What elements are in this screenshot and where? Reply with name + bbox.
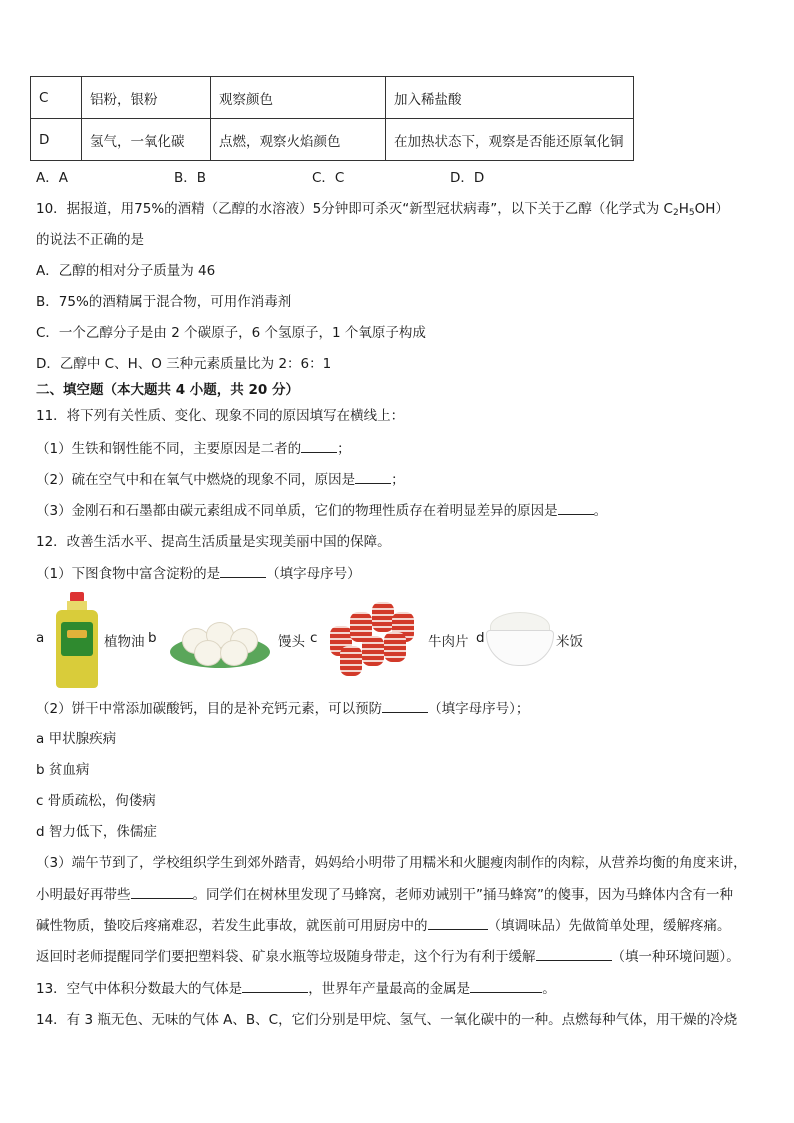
food-name-d: 米饭 (556, 634, 583, 650)
table-cell-method: 观察颜色 (211, 77, 386, 119)
q12-part1: （1）下图食物中富含淀粉的是 （填字母序号） (36, 563, 361, 584)
q12-p2-option-c: c 骨质疏松，佝偻病 (36, 793, 156, 809)
q12-p2-option-b: b 贫血病 (36, 762, 90, 778)
q12-p2-option-a: a 甲状腺疾病 (36, 731, 117, 747)
table-cell-material: 铝粉，银粉 (82, 77, 211, 119)
food-letter-a: a (36, 630, 45, 646)
q14-line1: 14．有 3 瓶无色、无味的气体 A、B、C，它们分别是甲烷、氢气、一氧化碳中的一种。点燃每种气体，用干燥的冷烧 (36, 1012, 738, 1028)
food-name-a: 植物油 (104, 634, 145, 650)
answer-blank[interactable] (131, 884, 193, 899)
q12-part3-line1: （3）端午节到了，学校组织学生到郊外踏青，妈妈给小明带了用糯米和火腿瘦肉制作的肉粽，从营养均衡的角度来讲， (36, 855, 747, 871)
q10-option-d: D．乙醇中 C、H、O 三种元素质量比为 2：6：1 (36, 356, 332, 372)
q10-option-b: B．75%的酒精属于混合物，可用作消毒剂 (36, 294, 292, 310)
rice-bowl-image (486, 612, 552, 666)
food-name-b: 馒头 (278, 634, 305, 650)
q11-item-1: （1）生铁和钢性能不同，主要原因是二者的 ； (36, 438, 351, 459)
answer-blank[interactable] (242, 978, 308, 993)
answer-blank[interactable] (220, 563, 266, 578)
food-name-c: 牛肉片 (428, 634, 469, 650)
choice-c: C．C (312, 170, 345, 186)
q12-stem: 12．改善生活水平、提高生活质量是实现美丽中国的保障。 (36, 534, 391, 550)
q12-part2: （2）饼干中常添加碳酸钙，目的是补充钙元素，可以预防 （填字母序号）； (36, 698, 529, 719)
q11-item-2: （2）硫在空气中和在氧气中燃烧的现象不同，原因是 ； (36, 469, 405, 490)
section-title: 二、填空题（本大题共 4 小题，共 20 分） (36, 382, 299, 398)
steamed-bun-image (170, 618, 270, 666)
q12-part3-line4: 返回时老师提醒同学们要把塑料袋、矿泉水瓶等垃圾随身带走，这个行为有利于缓解 （填一种环境问题）。 (36, 946, 740, 967)
q10-option-a: A．乙醇的相对分子质量为 46 (36, 263, 216, 279)
table-cell-method: 点燃，观察火焰颜色 (211, 119, 386, 161)
beef-slices-image (326, 598, 418, 680)
food-letter-c: c (310, 630, 318, 646)
answer-blank[interactable] (355, 469, 391, 484)
answer-blank[interactable] (301, 438, 337, 453)
food-images-row (36, 590, 596, 690)
q11-item-3: （3）金刚石和石墨都由碳元素组成不同单质，它们的物理性质存在着明显差异的原因是 。 (36, 500, 607, 521)
table-row (31, 119, 634, 161)
q13: 13．空气中体积分数最大的气体是 ，世界年产量最高的金属是 。 (36, 978, 556, 999)
q12-p2-option-d: d 智力低下，侏儒症 (36, 824, 157, 840)
table-cell-material: 氢气，一氧化碳 (82, 119, 211, 161)
answer-blank[interactable] (536, 946, 612, 961)
food-letter-d: d (476, 630, 485, 646)
table-cell-label: D (31, 119, 82, 161)
answer-blank[interactable] (558, 500, 594, 515)
answer-blank[interactable] (428, 915, 488, 930)
q10-stem-line1: 10．据报道，用75%的酒精（乙醇的水溶液）5分钟即可杀灭“新型冠状病毒”，以下关于乙醇（化学式为 $C_2H_5OH$） (36, 201, 729, 218)
options-table (30, 76, 634, 161)
q10-option-c: C．一个乙醇分子是由 2 个碳原子，6 个氢原子，1 个氧原子构成 (36, 325, 426, 341)
choice-a: A．A (36, 170, 68, 186)
table-cell-label: C (31, 77, 82, 119)
answer-blank[interactable] (470, 978, 542, 993)
q9-choices (36, 168, 588, 188)
q11-stem: 11．将下列有关性质、变化、现象不同的原因填写在横线上： (36, 408, 405, 424)
q10-stem-line2: 的说法不正确的是 (36, 232, 144, 248)
table-row (31, 77, 634, 119)
q12-part3-line3: 碱性物质，蛰咬后疼痛难忍，若发生此事故，就医前可用厨房中的 （填调味品）先做简单处理，缓解疼痛。 (36, 915, 731, 936)
oil-bottle-image (56, 592, 98, 688)
table-cell-reagent: 在加热状态下，观察是否能还原氧化铜 (386, 119, 634, 161)
food-letter-b: b (148, 630, 157, 646)
answer-blank[interactable] (382, 698, 428, 713)
table-cell-reagent: 加入稀盐酸 (386, 77, 634, 119)
choice-b: B．B (174, 170, 207, 186)
choice-d: D．D (450, 170, 485, 186)
q12-part3-line2: 小明最好再带些 。同学们在树林里发现了马蜂窝，老师劝诫别干”捅马蜂窝”的傻事，因为马蜂体内含有一种 (36, 884, 733, 905)
